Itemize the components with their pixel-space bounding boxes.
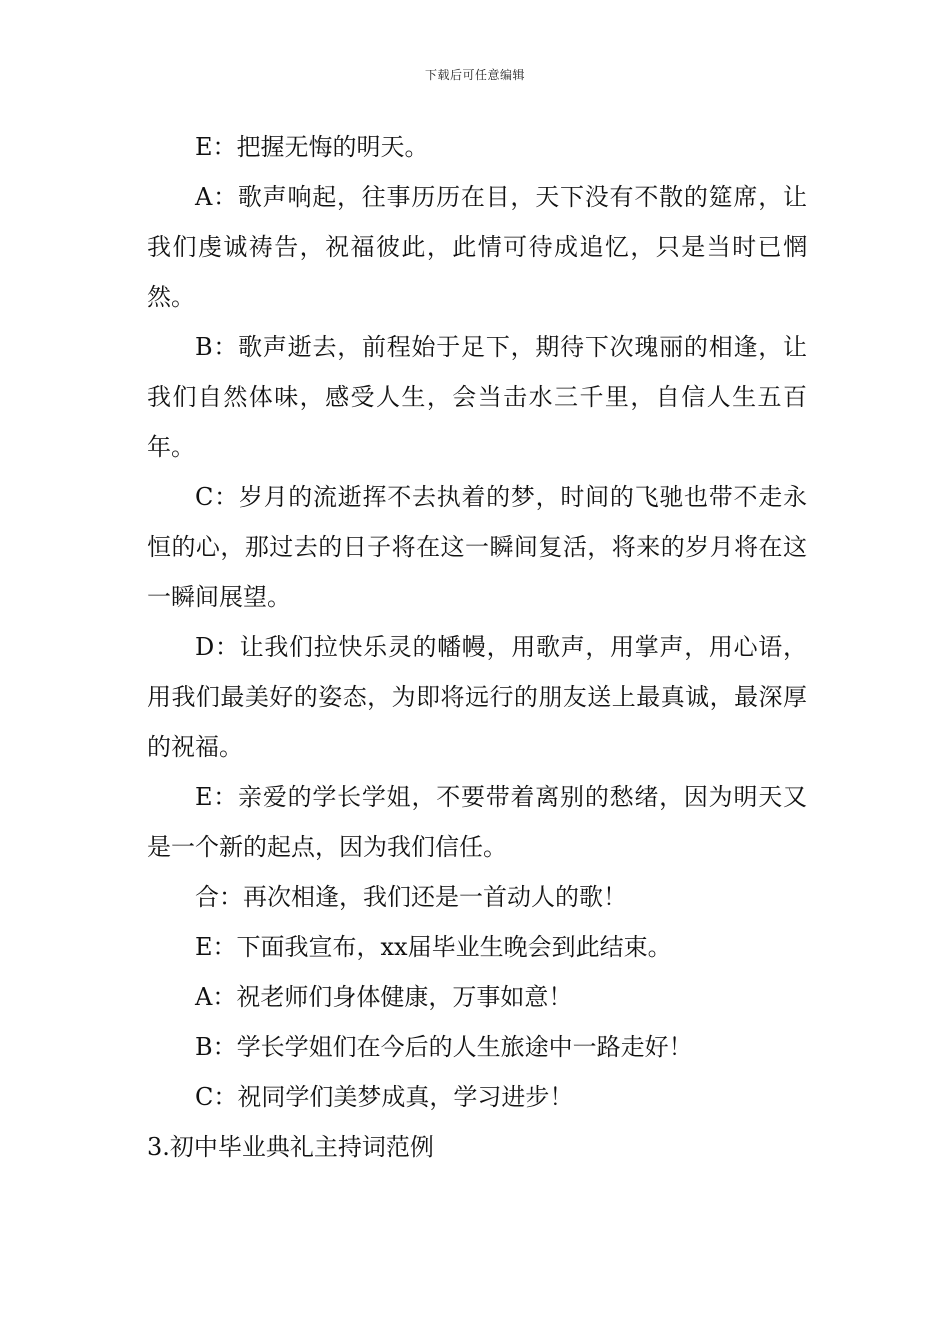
paragraph: C：岁月的流逝挥不去执着的梦，时间的飞驰也带不走永恒的心，那过去的日子将在这一瞬间复活，将来的岁月将在这一瞬间展望。 <box>147 483 807 611</box>
page-header: 下载后可任意编辑 <box>424 68 525 82</box>
paragraph: E：把握无悔的明天。 <box>195 133 429 161</box>
paragraph: A：祝老师们身体健康，万事如意！ <box>195 983 573 1011</box>
paragraph: A：歌声响起，往事历历在目，天下没有不散的筵席，让我们虔诚祷告，祝福彼此，此情可待成追忆，只是当时已惘然。 <box>147 183 807 311</box>
section-heading: 3.初中毕业典礼主持词范例 <box>147 1133 434 1161</box>
paragraph: E：下面我宣布，xx届毕业生晚会到此结束。 <box>195 933 672 961</box>
paragraph: E：亲爱的学长学姐，不要带着离别的愁绪，因为明天又是一个新的起点，因为我们信任。 <box>147 783 807 861</box>
document-body <box>147 122 807 1172</box>
paragraph: D：让我们拉快乐灵的幡幔，用歌声，用掌声，用心语，用我们最美好的姿态，为即将远行的朋友送上最真诚，最深厚的祝福。 <box>147 633 807 761</box>
paragraph: 合：再次相逢，我们还是一首动人的歌！ <box>195 883 627 911</box>
paragraph: B：学长学姐们在今后的人生旅途中一路走好！ <box>195 1033 693 1061</box>
paragraph: B：歌声逝去，前程始于足下，期待下次瑰丽的相逢，让我们自然体味，感受人生，会当击水三千里，自信人生五百年。 <box>147 333 807 461</box>
paragraph: C：祝同学们美梦成真，学习进步！ <box>195 1083 574 1111</box>
